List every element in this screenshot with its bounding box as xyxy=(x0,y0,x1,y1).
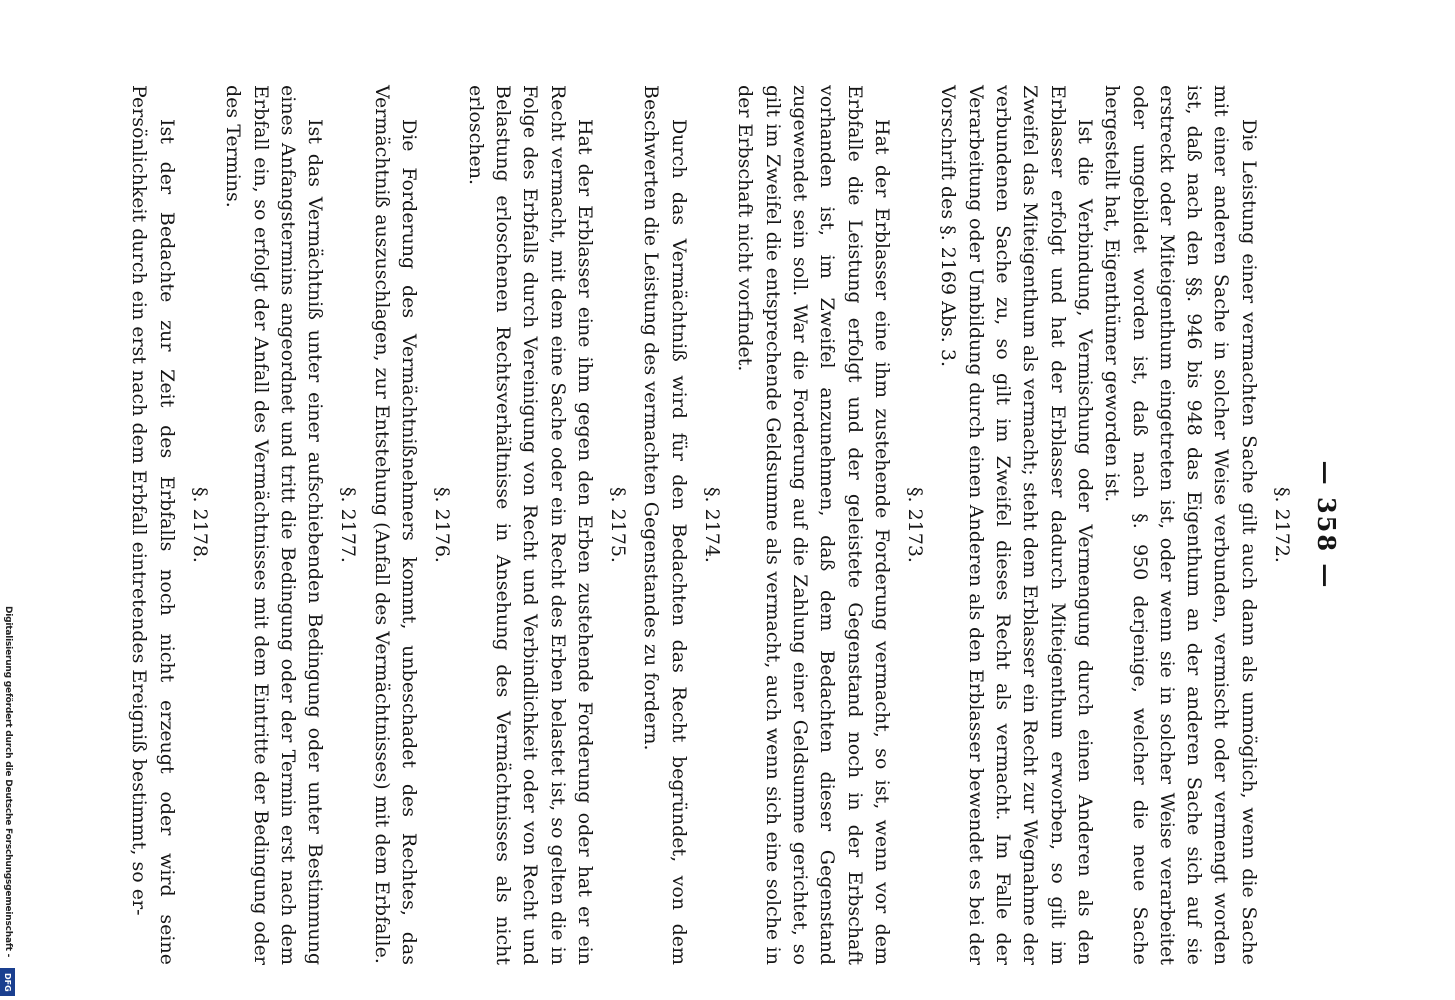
paragraph: Die Forderung des Vermächtnißnehmers kommt, unbeschadet des Rechtes, das Vermächtniß auszuschlagen, zur Entstehung (Anfall des Vermächtnisses) mit dem Erbfalle. xyxy=(370,85,421,965)
paragraph: Durch das Vermächtniß wird für den Bedachten das Recht begründet, von dem Beschwerten die Leistung des vermachten Gegenstandes zu fordern. xyxy=(640,85,690,965)
paragraph: Ist die Verbindung, Vermischung oder Vermengung durch einen Anderen als den Erblasser erfolgt und hat der Erblasser dadurch Miteigenthum erworben, so gilt im Zweifel das Miteigenthum als vermacht; steht dem Erblasser ein Recht zur Wegnahme der verbundenen Sache zu, so gilt im Zweifel dieses Recht als vermacht. Im Falle der Verarbeitung oder Umbildung durch einen Anderen als den Erblasser bewendet es bei der Vorschrift des §. 2169 Abs. 3. xyxy=(937,85,1096,965)
section-2176 xyxy=(368,85,456,965)
section-2174 xyxy=(637,85,725,965)
paragraph: Hat der Erblasser eine ihm gegen den Erben zustehende Forderung oder hat er ein Recht vermacht, mit dem eine Sache oder ein Recht des Erben belastet ist, so gelten die in Folge des Erbfalls durch Vereinigung von Recht und Verbindlichkeit oder von Recht und Belastung erloschenen Rechtsverhältnisse in Ansehung des Vermächtnisses als nicht erloschen. xyxy=(464,85,596,965)
stamp-text: Digitalisierung gefördert durch die Deutsche Forschungsgemeinschaft - xyxy=(3,606,13,958)
document-page xyxy=(95,85,1345,965)
page-number: — 358 — xyxy=(1312,460,1341,590)
dfg-logo: DFG xyxy=(0,968,15,996)
paragraph: Ist der Bedachte zur Zeit des Erbfalls noch nicht erzeugt oder wird seine Persönlichkeit durch ein erst nach dem Erbfall eintretendes Ereigniß bestimmt, so er- xyxy=(128,85,178,965)
section-heading: §. 2172. xyxy=(1271,487,1293,563)
section-heading: §. 2177. xyxy=(337,487,360,563)
section-2177 xyxy=(219,85,361,965)
paragraph: Ist das Vermächtniß unter einer aufschiebenden Bedingung oder unter Bestimmung eines Anfangstermins angeordnet und tritt die Bedingung oder der Termin erst nach dem Erbfall ein, so erfolgt der Anfall des Vermächtnisses mit dem Eintritte der Bedingung oder des Termins. xyxy=(222,85,327,965)
section-heading: §. 2175. xyxy=(607,487,630,563)
paragraph: Hat der Erblasser eine ihm zustehende Forderung vermacht, so ist, wenn vor dem Erbfalle die Leistung erfolgt und der geleistete Gegenstand noch in der Erbschaft vorhanden ist, im Zweifel anzunehmen, daß dem Bedachten dieser Gegenstand zugewendet sein soll. War die Forderung auf die Zahlung einer Geldsumme gerichtet, so gilt im Zweifel die entsprechende Geldsumme als vermacht, auch wenn sich eine solche in der Erbschaft nicht vorfindet. xyxy=(734,85,893,965)
paragraph: Die Leistung einer vermachten Sache gilt auch dann als unmöglich, wenn die Sache mit einer anderen Sache in solcher Weise verbunden, vermischt oder vermengt worden ist, daß nach den §§. 946 bis 948 das Eigenthum an der anderen Sache sich auf sie erstreckt oder Miteigenthum eingetreten ist, oder wenn sie in solcher Weise verarbeitet oder umgebildet worden ist, daß nach §. 950 derjenige, welcher die neue Sache hergestellt hat, Eigenthümer geworden ist. xyxy=(1101,85,1260,965)
section-2172 xyxy=(934,85,1295,965)
digitization-stamp xyxy=(0,606,14,996)
section-2175 xyxy=(461,85,631,965)
section-heading: §. 2173. xyxy=(904,487,927,563)
section-heading: §. 2176. xyxy=(431,487,454,563)
section-2173 xyxy=(731,85,928,965)
section-heading: §. 2178. xyxy=(189,487,212,563)
section-2178 xyxy=(125,85,213,965)
section-heading: §. 2174. xyxy=(701,487,724,563)
